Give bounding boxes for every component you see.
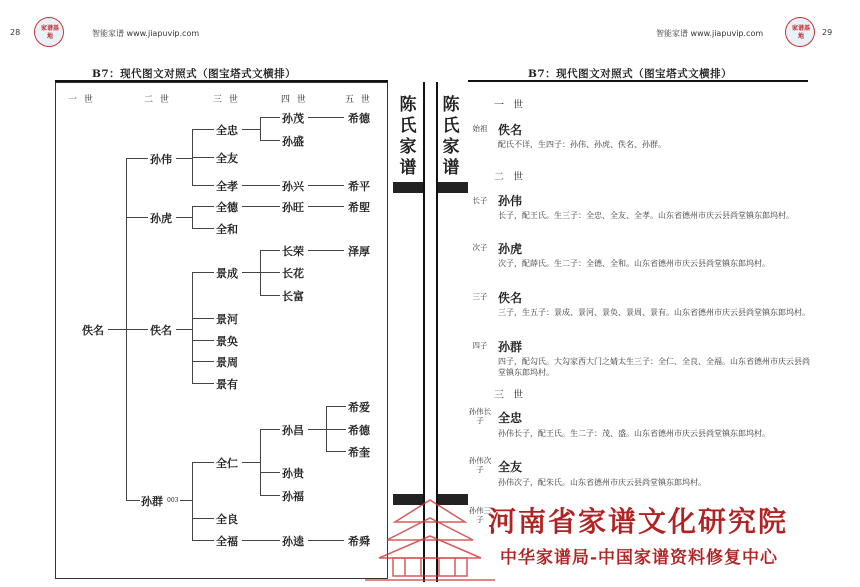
logo-text-right: 家谱基地 <box>791 25 810 40</box>
connector <box>242 462 260 463</box>
tree-node: 长荣 <box>282 245 304 258</box>
entry-desc: 孙伟次子，配朱氏。山东省德州市庆云县尚堂镇东郎坞村。 <box>498 478 706 487</box>
tree-node: 全仁 <box>216 457 238 470</box>
tree-node: 长富 <box>282 290 304 303</box>
connector <box>192 157 214 158</box>
tree-node: 希堲 <box>348 201 370 214</box>
tree-node: 全和 <box>216 223 238 236</box>
tree-node: 长花 <box>282 267 304 280</box>
connector <box>192 318 214 319</box>
connector <box>192 462 193 540</box>
entry-name: 佚名 <box>498 123 523 137</box>
tree-node: 孙昌 <box>282 424 304 437</box>
entry-label: 次子 <box>472 243 488 252</box>
entry-desc: 四子，配勾氏。大勾家西大门之婧太生三子：全仁、全良、全福。山东省德州市庆云县尚堂镇东郎坞村。 <box>498 357 810 377</box>
connector <box>260 117 261 140</box>
entry-desc: 次子，配薛氏。生二子：全德、全和。山东省德州市庆云县尚堂镇东郎坞村。 <box>498 259 770 268</box>
left-page-number: 28 <box>10 28 21 37</box>
connector <box>126 217 148 218</box>
genealogy-logo-right <box>785 17 815 47</box>
tree-node: 孙贵 <box>282 467 304 480</box>
tree-node: 孙福 <box>282 490 304 503</box>
tree-node: 全德 <box>216 201 238 214</box>
text-gen3-heading: 三 世 <box>494 390 527 401</box>
entry-desc: 孙伟长子，配王氏。生二子：茂、盛。山东省德州市庆云县尚堂镇东郎坞村。 <box>498 429 770 438</box>
connector <box>176 217 192 218</box>
connector <box>192 340 214 341</box>
genealogy-logo <box>34 17 64 47</box>
tree-node: 全友 <box>216 152 238 165</box>
connector <box>260 272 280 273</box>
tree-node: 孙逵 <box>282 535 304 548</box>
entry-label: 孙伟次子 <box>468 456 492 474</box>
text-gen2-heading: 二 世 <box>494 172 527 183</box>
connector <box>192 518 214 519</box>
tree-node: 泽厚 <box>348 245 370 258</box>
connector <box>126 500 140 501</box>
left-page-title: B7：现代图文对照式（图宝塔式文横排） <box>92 68 297 80</box>
gen-header-5: 五 世 <box>345 95 372 105</box>
connector <box>308 429 326 430</box>
connector <box>308 206 344 207</box>
entry-name: 全友 <box>498 460 523 474</box>
connector <box>180 500 192 501</box>
tree-node: 孙伟 <box>150 153 172 166</box>
entry-label: 四子 <box>472 341 488 350</box>
spine-band <box>393 182 423 193</box>
connector <box>176 158 192 159</box>
pavilion-watermark-icon <box>365 492 495 584</box>
entry-desc: 配氏不详，生四子：孙伟、孙虎、佚名、孙群。 <box>498 140 666 149</box>
connector <box>308 185 344 186</box>
tree-node: 全孝 <box>216 180 238 193</box>
connector <box>260 429 280 430</box>
connector <box>192 185 214 186</box>
connector <box>192 228 214 229</box>
gen-header-3: 三 世 <box>213 95 240 105</box>
connector <box>326 429 346 430</box>
entry-name: 佚名 <box>498 291 523 305</box>
left-site-text: 智能家谱 www.jiapuvip.com <box>92 29 200 38</box>
entry-label: 孙伟长子 <box>468 407 492 425</box>
connector <box>242 540 280 541</box>
connector <box>192 129 214 130</box>
tree-node: 景有 <box>216 378 238 391</box>
connector <box>326 451 346 452</box>
tree-node: 希平 <box>348 180 370 193</box>
node-note: 003 <box>167 497 179 504</box>
watermark-line1: 河南省家谱文化研究院 <box>488 505 789 538</box>
right-page-number: 29 <box>822 28 833 37</box>
right-site-text: 智能家谱 www.jiapuvip.com <box>656 29 764 38</box>
tree-node: 景奂 <box>216 335 238 348</box>
connector <box>192 272 214 273</box>
connector <box>192 540 214 541</box>
tree-node: 希奎 <box>348 446 370 459</box>
tree-node: 全忠 <box>216 124 238 137</box>
tree-node: 孙旺 <box>282 201 304 214</box>
gen-header-1: 一 世 <box>68 95 95 105</box>
tree-node: 希德 <box>348 424 370 437</box>
tree-node: 孙盛 <box>282 135 304 148</box>
watermark-line2: 中华家谱局-中国家谱资料修复中心 <box>500 548 779 568</box>
connector <box>192 383 214 384</box>
connector <box>192 272 193 383</box>
entry-desc: 长子，配王氏。生三子：全忠、全友、全孝。山东省德州市庆云县尚堂镇东郎坞村。 <box>498 211 794 220</box>
entry-label: 长子 <box>472 196 488 205</box>
tree-node: 景河 <box>216 313 238 326</box>
tree-node: 孙兴 <box>282 180 304 193</box>
entry-name: 孙群 <box>498 340 523 354</box>
connector <box>260 117 280 118</box>
connector <box>260 295 280 296</box>
tree-node: 全良 <box>216 513 238 526</box>
tree-node: 佚名 <box>82 324 104 337</box>
connector <box>176 329 192 330</box>
tree-node: 希舜 <box>348 535 370 548</box>
connector <box>192 206 214 207</box>
tree-node: 孙群 <box>141 495 163 508</box>
connector <box>308 540 344 541</box>
spine-band <box>437 182 468 193</box>
connector <box>260 495 280 496</box>
connector <box>326 406 346 407</box>
entry-label: 三子 <box>472 292 488 301</box>
tree-node: 孙茂 <box>282 112 304 125</box>
entry-name: 孙伟 <box>498 194 523 208</box>
entry-label: 始祖 <box>472 124 488 133</box>
connector <box>108 329 126 330</box>
text-gen1-heading: 一 世 <box>494 100 527 111</box>
entry-desc: 三子，生五子：景成、景河、景奂、景周、景有。山东省德州市庆云县尚堂镇东郎坞村。 <box>498 308 810 317</box>
entry-name: 全忠 <box>498 411 523 425</box>
vertical-title-left: 陈氏家谱 <box>399 95 417 178</box>
tree-node: 景成 <box>216 267 238 280</box>
tree-node: 景周 <box>216 356 238 369</box>
connector <box>126 329 148 330</box>
tree-node: 孙虎 <box>150 212 172 225</box>
entry-name: 孙虎 <box>498 242 523 256</box>
connector <box>242 185 280 186</box>
tree-node: 希爱 <box>348 401 370 414</box>
tree-node: 希德 <box>348 112 370 125</box>
connector <box>192 206 193 228</box>
connector <box>260 140 280 141</box>
connector <box>192 361 214 362</box>
vertical-title-right: 陈氏家谱 <box>442 95 460 178</box>
entry-label: 孙伟三子 <box>468 506 492 524</box>
right-page-title: B7：现代图文对照式（图宝塔式文横排） <box>528 68 733 80</box>
logo-text: 家谱基地 <box>40 25 59 40</box>
connector <box>260 472 280 473</box>
connector <box>260 429 261 495</box>
connector <box>242 129 260 130</box>
tree-node: 佚名 <box>150 324 172 337</box>
connector <box>308 117 344 118</box>
connector <box>126 158 148 159</box>
tree-node: 全福 <box>216 535 238 548</box>
connector <box>192 462 214 463</box>
connector <box>242 272 260 273</box>
connector <box>308 250 344 251</box>
connector <box>242 206 280 207</box>
connector <box>260 250 280 251</box>
right-title-rule <box>468 80 808 82</box>
gen-header-2: 二 世 <box>144 95 171 105</box>
gen-header-4: 四 世 <box>281 95 308 105</box>
